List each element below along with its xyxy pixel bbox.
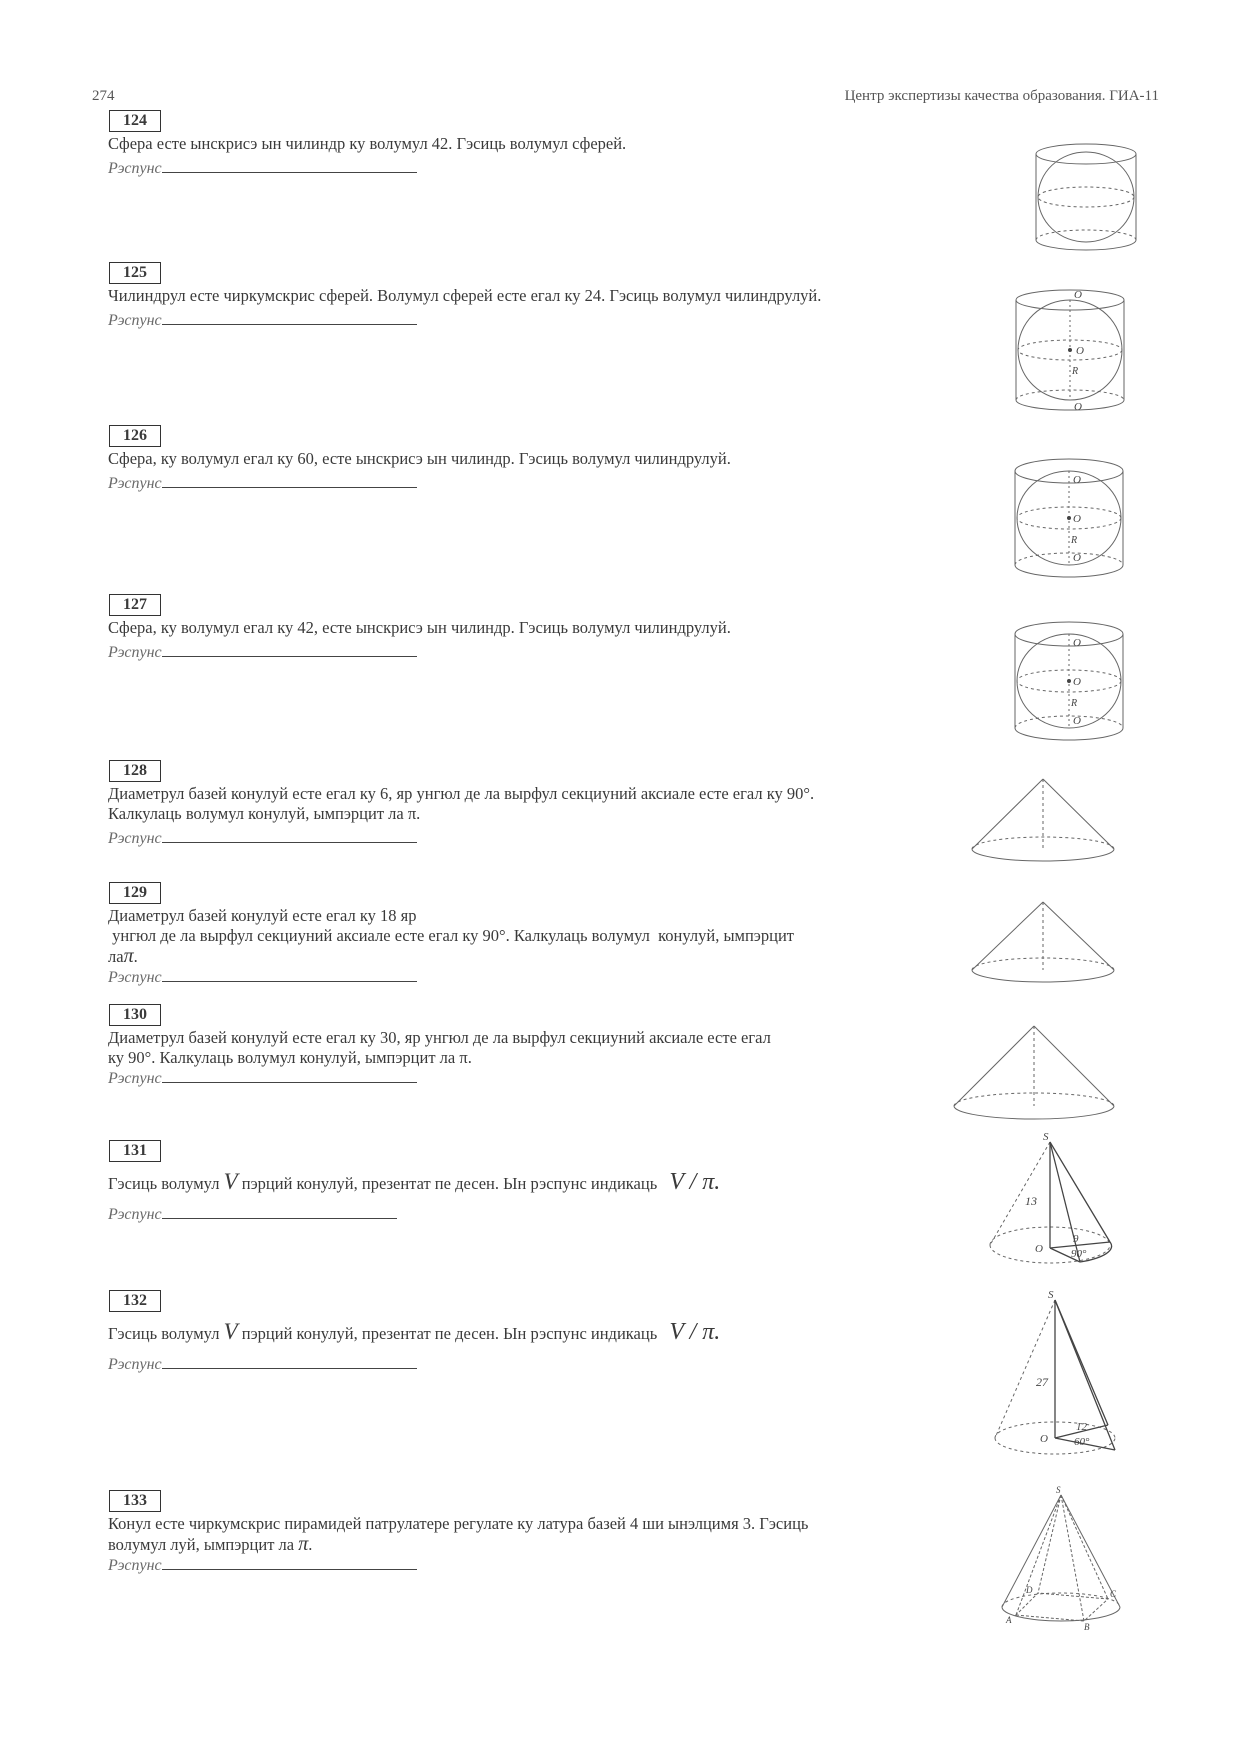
problem-126 <box>108 425 731 493</box>
problem-text-line-2: ку 90°. Калкулаць волумул конулуй, ымпэрцит ла π. <box>108 1048 472 1067</box>
problem-124 <box>108 110 626 178</box>
problem-number: 133 <box>109 1490 161 1512</box>
label-c: C <box>1110 1589 1117 1599</box>
answer-line[interactable] <box>162 1204 397 1219</box>
label-o2: O <box>1074 401 1082 413</box>
page-header-title: Центр экспертизы качества образования. ГИА-11 <box>844 88 1159 104</box>
page-number: 274 <box>92 88 115 104</box>
problem-127 <box>108 594 731 662</box>
problem-number: 124 <box>109 110 161 132</box>
answer-label: Рэспунс <box>108 1557 162 1574</box>
answer-label: Рэспунс <box>108 969 162 986</box>
label-o1: O <box>1073 474 1081 486</box>
problem-number: 126 <box>109 425 161 447</box>
answer-label: Рэспунс <box>108 1206 162 1223</box>
label-o1: O <box>1074 289 1082 301</box>
answer-field[interactable] <box>108 1068 771 1088</box>
label-o1: O <box>1073 637 1081 649</box>
answer-field[interactable] <box>108 310 821 330</box>
answer-line[interactable] <box>162 1354 417 1369</box>
text-after: пэрций конулуй, презентат пе десен. Ын рэспунс индикаць <box>237 1324 662 1343</box>
text-prefix: ла <box>108 947 124 966</box>
problem-number: 127 <box>109 594 161 616</box>
problem-text-line-3 <box>108 946 794 967</box>
answer-label: Рэспунс <box>108 160 162 177</box>
cylinder-sphere-figure-126 <box>1010 455 1128 583</box>
answer-line[interactable] <box>162 828 417 843</box>
problem-132 <box>108 1290 720 1374</box>
answer-field[interactable] <box>108 1204 720 1224</box>
label-radius: 9 <box>1073 1233 1079 1245</box>
label-height: 13 <box>1025 1194 1037 1208</box>
problem-131 <box>108 1140 720 1224</box>
cylinder-sphere-figure-127 <box>1010 620 1128 744</box>
label-angle: 60° <box>1074 1436 1090 1448</box>
v-symbol: V <box>223 1319 238 1344</box>
text-before: Гэсиць волумул <box>108 1324 224 1343</box>
problem-text-line-2 <box>108 1534 1003 1555</box>
label-s: S <box>1043 1131 1049 1143</box>
answer-field[interactable] <box>108 642 731 662</box>
answer-line[interactable] <box>162 642 417 657</box>
label-radius: 12 <box>1076 1421 1087 1433</box>
answer-label: Рэспунс <box>108 312 162 329</box>
problem-128 <box>108 760 814 848</box>
text-prefix: волумул луй, ымпэрцит ла <box>108 1535 299 1554</box>
answer-line[interactable] <box>162 967 417 982</box>
label-o: O <box>1040 1433 1048 1445</box>
problem-number: 130 <box>109 1004 161 1026</box>
problem-text-line-1: Конул есте чиркумскрис пирамидей патрулатере регулате ку латура базей 4 ши ынэлцимя 3. Гэсиць <box>108 1514 809 1533</box>
problem-text <box>108 1319 721 1345</box>
problem-number: 129 <box>109 882 161 904</box>
pi-symbol: π <box>123 945 134 967</box>
problem-text-line-1: Диаметрул базей конулуй есте егал ку 6, яр унгюл де ла вырфул секциуний аксиале есте егал ку 90°. <box>108 784 815 803</box>
problem-text-line-1: Диаметрул базей конулуй есте егал ку 18 яр <box>108 906 417 925</box>
label-d: D <box>1026 1585 1033 1595</box>
label-o: O <box>1073 676 1081 688</box>
problem-130 <box>108 1004 771 1088</box>
answer-field[interactable] <box>108 967 794 987</box>
problem-text: Сфера, ку волумул егал ку 60, есте ынскрисэ ын чилиндр. Гэсиць волумул чилиндрулуй. <box>108 449 731 468</box>
label-r: R <box>1072 366 1079 377</box>
answer-field[interactable] <box>108 473 731 493</box>
pi-symbol: π <box>298 1533 309 1555</box>
label-angle: 90° <box>1071 1248 1087 1260</box>
text-suffix: . <box>308 1535 313 1554</box>
problem-text-line-1: Диаметрул базей конулуй есте егал ку 30, яр унгюл де ла вырфул секциуний аксиале есте егал <box>108 1028 771 1047</box>
fraction: V / π. <box>669 1169 721 1195</box>
problem-number: 132 <box>109 1290 161 1312</box>
cylinder-sphere-figure-125 <box>1010 288 1130 416</box>
problem-text-line-2: Калкулаць волумул конулуй, ымпэрцит ла π. <box>108 804 421 823</box>
cylinder-sphere-figure-124 <box>1030 140 1142 254</box>
cone-pyramid-figure-133 <box>996 1485 1126 1630</box>
answer-line[interactable] <box>162 1068 417 1083</box>
label-height: 27 <box>1036 1375 1048 1389</box>
problem-text-line-2: унгюл де ла вырфул секциуний аксиале есте егал ку 90°. Калкулаць волумул конулуй, ымпэрцит <box>108 926 794 945</box>
v-symbol: V <box>223 1169 238 1194</box>
problem-133 <box>108 1490 1003 1575</box>
answer-line[interactable] <box>162 473 417 488</box>
answer-field[interactable] <box>108 158 626 178</box>
cone-figure-128 <box>968 775 1118 865</box>
label-o: O <box>1035 1243 1043 1255</box>
answer-field[interactable] <box>108 1354 720 1374</box>
problem-text: Сфера, ку волумул егал ку 42, есте ынскрисэ ын чилиндр. Гэсиць волумул чилиндрулуй. <box>108 618 731 637</box>
label-o2: O <box>1073 715 1081 727</box>
text-before: Гэсиць волумул <box>108 1174 224 1193</box>
label-s: S <box>1048 1290 1054 1301</box>
label-b: B <box>1084 1622 1090 1630</box>
cone-figure-129 <box>968 898 1118 986</box>
answer-line[interactable] <box>162 310 417 325</box>
answer-label: Рэспунс <box>108 475 162 492</box>
label-o: O <box>1076 345 1084 357</box>
problem-125 <box>108 262 821 330</box>
problem-text: Сфера есте ынскрисэ ын чилиндр ку волумул 42. Гэсиць волумул сферей. <box>108 134 627 153</box>
answer-line[interactable] <box>162 158 417 173</box>
text-after: пэрций конулуй, презентат пе десен. Ын рэспунс индикаць <box>237 1174 662 1193</box>
problem-text <box>108 1169 721 1195</box>
label-r: R <box>1071 535 1078 546</box>
label-r: R <box>1071 698 1078 709</box>
problem-number: 125 <box>109 262 161 284</box>
answer-label: Рэспунс <box>108 1070 162 1087</box>
label-s: S <box>1056 1485 1061 1495</box>
label-a: A <box>1006 1615 1012 1625</box>
problem-129 <box>108 882 794 987</box>
cone-figure-130 <box>950 1022 1118 1124</box>
answer-label: Рэспунс <box>108 830 162 847</box>
problem-number: 128 <box>109 760 161 782</box>
text-suffix: . <box>133 947 138 966</box>
answer-field[interactable] <box>108 1555 1003 1575</box>
answer-line[interactable] <box>162 1555 417 1570</box>
answer-field[interactable] <box>108 828 814 848</box>
problem-text: Чилиндрул есте чиркумскрис сферей. Волумул сферей есте егал ку 24. Гэсиць волумул чилиндрулуй. <box>108 286 822 305</box>
label-o2: O <box>1073 552 1081 564</box>
answer-label: Рэспунс <box>108 1356 162 1373</box>
label-o: O <box>1073 513 1081 525</box>
fraction: V / π. <box>669 1319 721 1345</box>
answer-label: Рэспунс <box>108 644 162 661</box>
cone-part-figure-132 <box>990 1290 1120 1460</box>
cone-part-figure-131 <box>985 1130 1115 1265</box>
problem-number: 131 <box>109 1140 161 1162</box>
